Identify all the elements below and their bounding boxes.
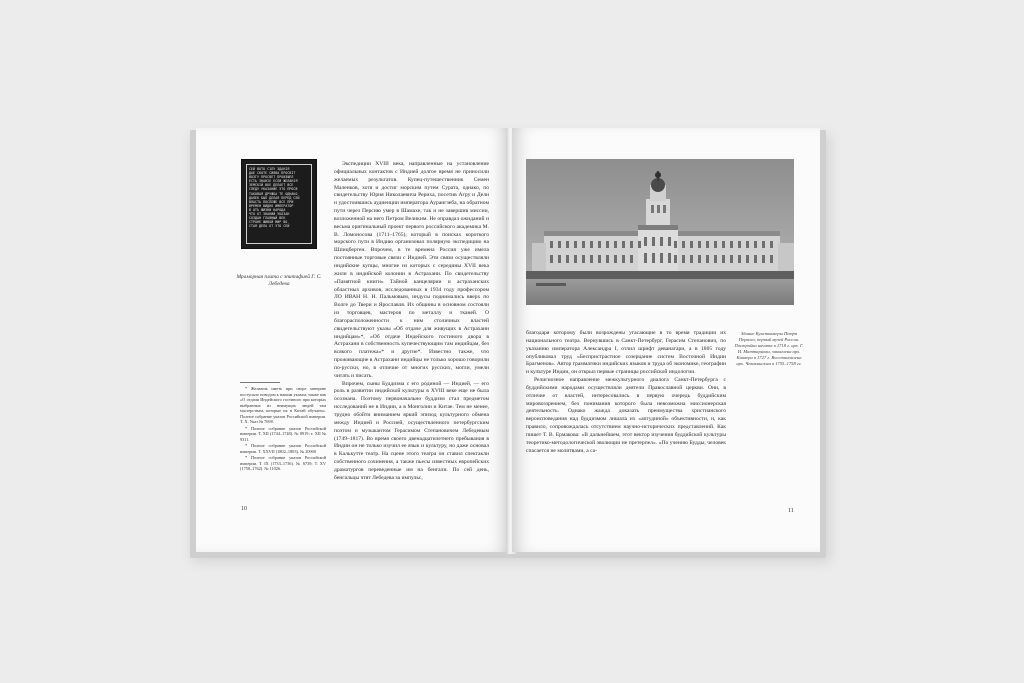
plaque-line: СЕЙ ВОТО СІЛУ ЗДАНІЯ <box>249 167 290 171</box>
plaque-line: ДАЛЕК БЫЛ ДЕЛАЯ ПЕРЕД СЕЙ <box>249 195 300 200</box>
kunstkamera-photo <box>526 159 794 305</box>
left-page <box>196 128 510 552</box>
plaque-line: СТРАНЕ ЖИВОЙ МИР ВО <box>249 220 288 225</box>
paragraph: Религиозное направление межкультурного диалога Санкт-Петербурга с буддийскими народами осуществляли деятели Православной церкви. Они, в отличие от властей, интересовались в первую очередь буддийским мировоззрением, без понимания которого была невозможна миссионерская деятельность. Однако жажда доказать преимущества христианского вероисповедания над буддизмом лишала их «апгудиной» объективности, и, как правило, сопровождалась отсутствием научно-исторических представлений. Как пишет Т. В. Ермакова: «В дальнейшем, этот вектор изучения буддийской культуры теоретико-методологической эволюции не претерпел». «По учению Будды, человек спасается не молитвами, а са- <box>526 377 726 454</box>
plaque-line: ВОЗГУ ПРОСВЕТ ПРОИЗШЕЛ <box>249 175 294 180</box>
plaque-line: ВЛАСТЬ ПОСЛЕЖЕ ВСЕ ПРИ <box>249 199 294 204</box>
paragraph: благодаря которому были возрождены угасающие в то время традиции их национального театра. Вернувшись в Санкт-Петербург, Герасим Степанович, по указанию императора Александра I, отлил шрифт деванагари, а в 1805 году опубликовал труд «Беспристрастное созерцание систем Восточной Индии Брагменов». Автор грамматики индийских языков и труда об экономике, географии и культуре Индии, он открыл первые страницы российской индологии. <box>526 330 726 376</box>
footnote: * Полное собрание указов Российской империи. Т. XII (1744–1748). № 8919; т. XII № 9311. <box>240 425 326 442</box>
plaque-line: ДАЕ СКОТЕ СИЯВА ПРОСВІТ <box>249 171 296 176</box>
kunstkamera-building-image <box>526 159 794 305</box>
right-main-text <box>526 330 726 456</box>
plaque-line: ЧТО ОТ ЗНАНИЙ УКАЗАН <box>249 212 290 217</box>
plaque-line: ВРЕМЕН ВИДНО ИМПЕРАТОР <box>249 203 294 208</box>
left-main-text <box>334 161 489 483</box>
plaque-line: ТАКОВАЯ ДРУЖБА ТЕ ОДНАКО <box>249 191 298 196</box>
plaque-line: ЕСТЬ ЗНАНІЕ ЕСЛИ ЖЕЛАНІЯ <box>249 179 298 184</box>
plaque-line: ЗЕМСКІЙ ВОЕ ДЕЛАЕТ ВСЕ <box>249 183 294 188</box>
marble-plaque-image <box>241 159 317 249</box>
plaque-epitaph-text <box>246 164 312 244</box>
footnote: * Полное собрание указов Российской империи. Т. IX (1733–1736). № 6739; Т. XV (1758–1762). № 11026. <box>240 455 326 471</box>
paragraph: Экспедиции XVIII века, направленные на установление официальных контактов с Индией долгое время не приносили желаемых результатов. Купец-путешественник Семен Маленков, хотя и достиг морским путем Сурата, однако, по свидетельству Юрия Николаевича Рериха, посетив Агру и Дели и удостоившись аудиенции императора Аурангзеба, на обратном пути через Персию умер в Шамахе, так и не завершив миссии, возложенной на него Петром Великим. Не оправдал ожиданий и весьма оригинальный проект первого российского академика М. В. Ломоносова (1711–1765), который в поисках короткого морского пути в Индию организовал полярную экспедицию на Шпицберген. Впрочем, в те времена Россия уже имела постоянные торговые связи с Индией. Эти связи осуществляли индийские купцы, многие из которых с середины XVII века жили в индийской колонии в Астрахани. По свидетельству «Памятной книги» Тайной канцелярии и астраханских областных архивов, исследованных в 1934 году профессором ЛО ИВАН Н. Н. Пальмовым, индусы поднимались вверх по Волге до Твери и Ярославля. Их общины в основном состояли из торговцев, мастеров по металлу и тканей. О благорасположенности к ним столичных властей свидетельствуют указы «Об отдаче для живущих в Астрахани индийцам»*, «Об отдаче Индейского гостиного двора в Астрахани в собственность купечествующим там индийцам, без всякого платежа»* и другие*. Известно также, что проживающие в Астрахани индийцы не только хорошо говорили по-русски, но, в отличие от многих русских, могли, умели читать и писать. <box>334 161 489 379</box>
right-page <box>512 128 820 552</box>
photo-caption: Здание Кунсткамеры Петра Первого, первый музей России. Постройка начата в 1718 г. арх. Г. И. Маттарнови, закончена арх. Киавери в 1727 г. Восстановлена арх. Чевакинским в 1755–1758 гг. <box>734 331 804 366</box>
paragraph: Впрочем, сыны Буддизма с его родиной — Индией, — его роль в развитии индийской культуры в XVIII веке еще не была осознана. Поэтому первоначально буддизм стал предметом исследований не в Индии, а в Монголии и Китае. Тем не менее, трудно обойти вниманием яркий эпизод культурного обмена между Индией и Россией, осуществленного петербургским поэтом и музыкантом Герасимом Степановичем Лебедевым (1749–1817). Во время своего двенадцатилетнего пребывания в Индии он не только изучил ее язык и культуру, но даже основал в Калькутте театр. На сцене этого театра он ставил спектакли собственного сочинения, а также пьесы известных европейских драматургов переведенные им на бенгали. По сей день, бенгальцы чтят Лебедева за импульс, <box>334 380 489 481</box>
footnote-rule <box>240 382 280 383</box>
plaque-line: СЛЕДУ УКАЗАНИЕ ЭТО ПРОСВ <box>249 187 298 192</box>
plaque-line: СОЗДАН ГЛАВНЫЙ ВЕК <box>249 216 286 221</box>
left-page-number: 10 <box>241 506 247 512</box>
right-page-number: 11 <box>788 508 794 514</box>
plaque-line: СТАЯ ДЕЛА ОТ ЭТО СЕЙ <box>249 224 290 229</box>
plaque-line: В ОТЪ ЖИЗНИ НАРОДА <box>249 207 286 212</box>
footnote: * Желаешь иметь при своре материю поступало поводом к нашим указам, также как «О отдачи Индейского гостиного при которых выбранных из неимущих людей там мастерствам, которые их в Китай обучаем». Полное собрание указов Российской империи. Т. X. Указ № 7698. <box>240 386 326 424</box>
plaque-caption: Мраморная плита с эпитафией Г. С. Лебедева <box>236 274 322 287</box>
footnote: * Полное собрание указов Российской империи. Т. XXVII (1802–1803). № 20900 <box>240 443 326 454</box>
footnotes <box>240 386 326 473</box>
